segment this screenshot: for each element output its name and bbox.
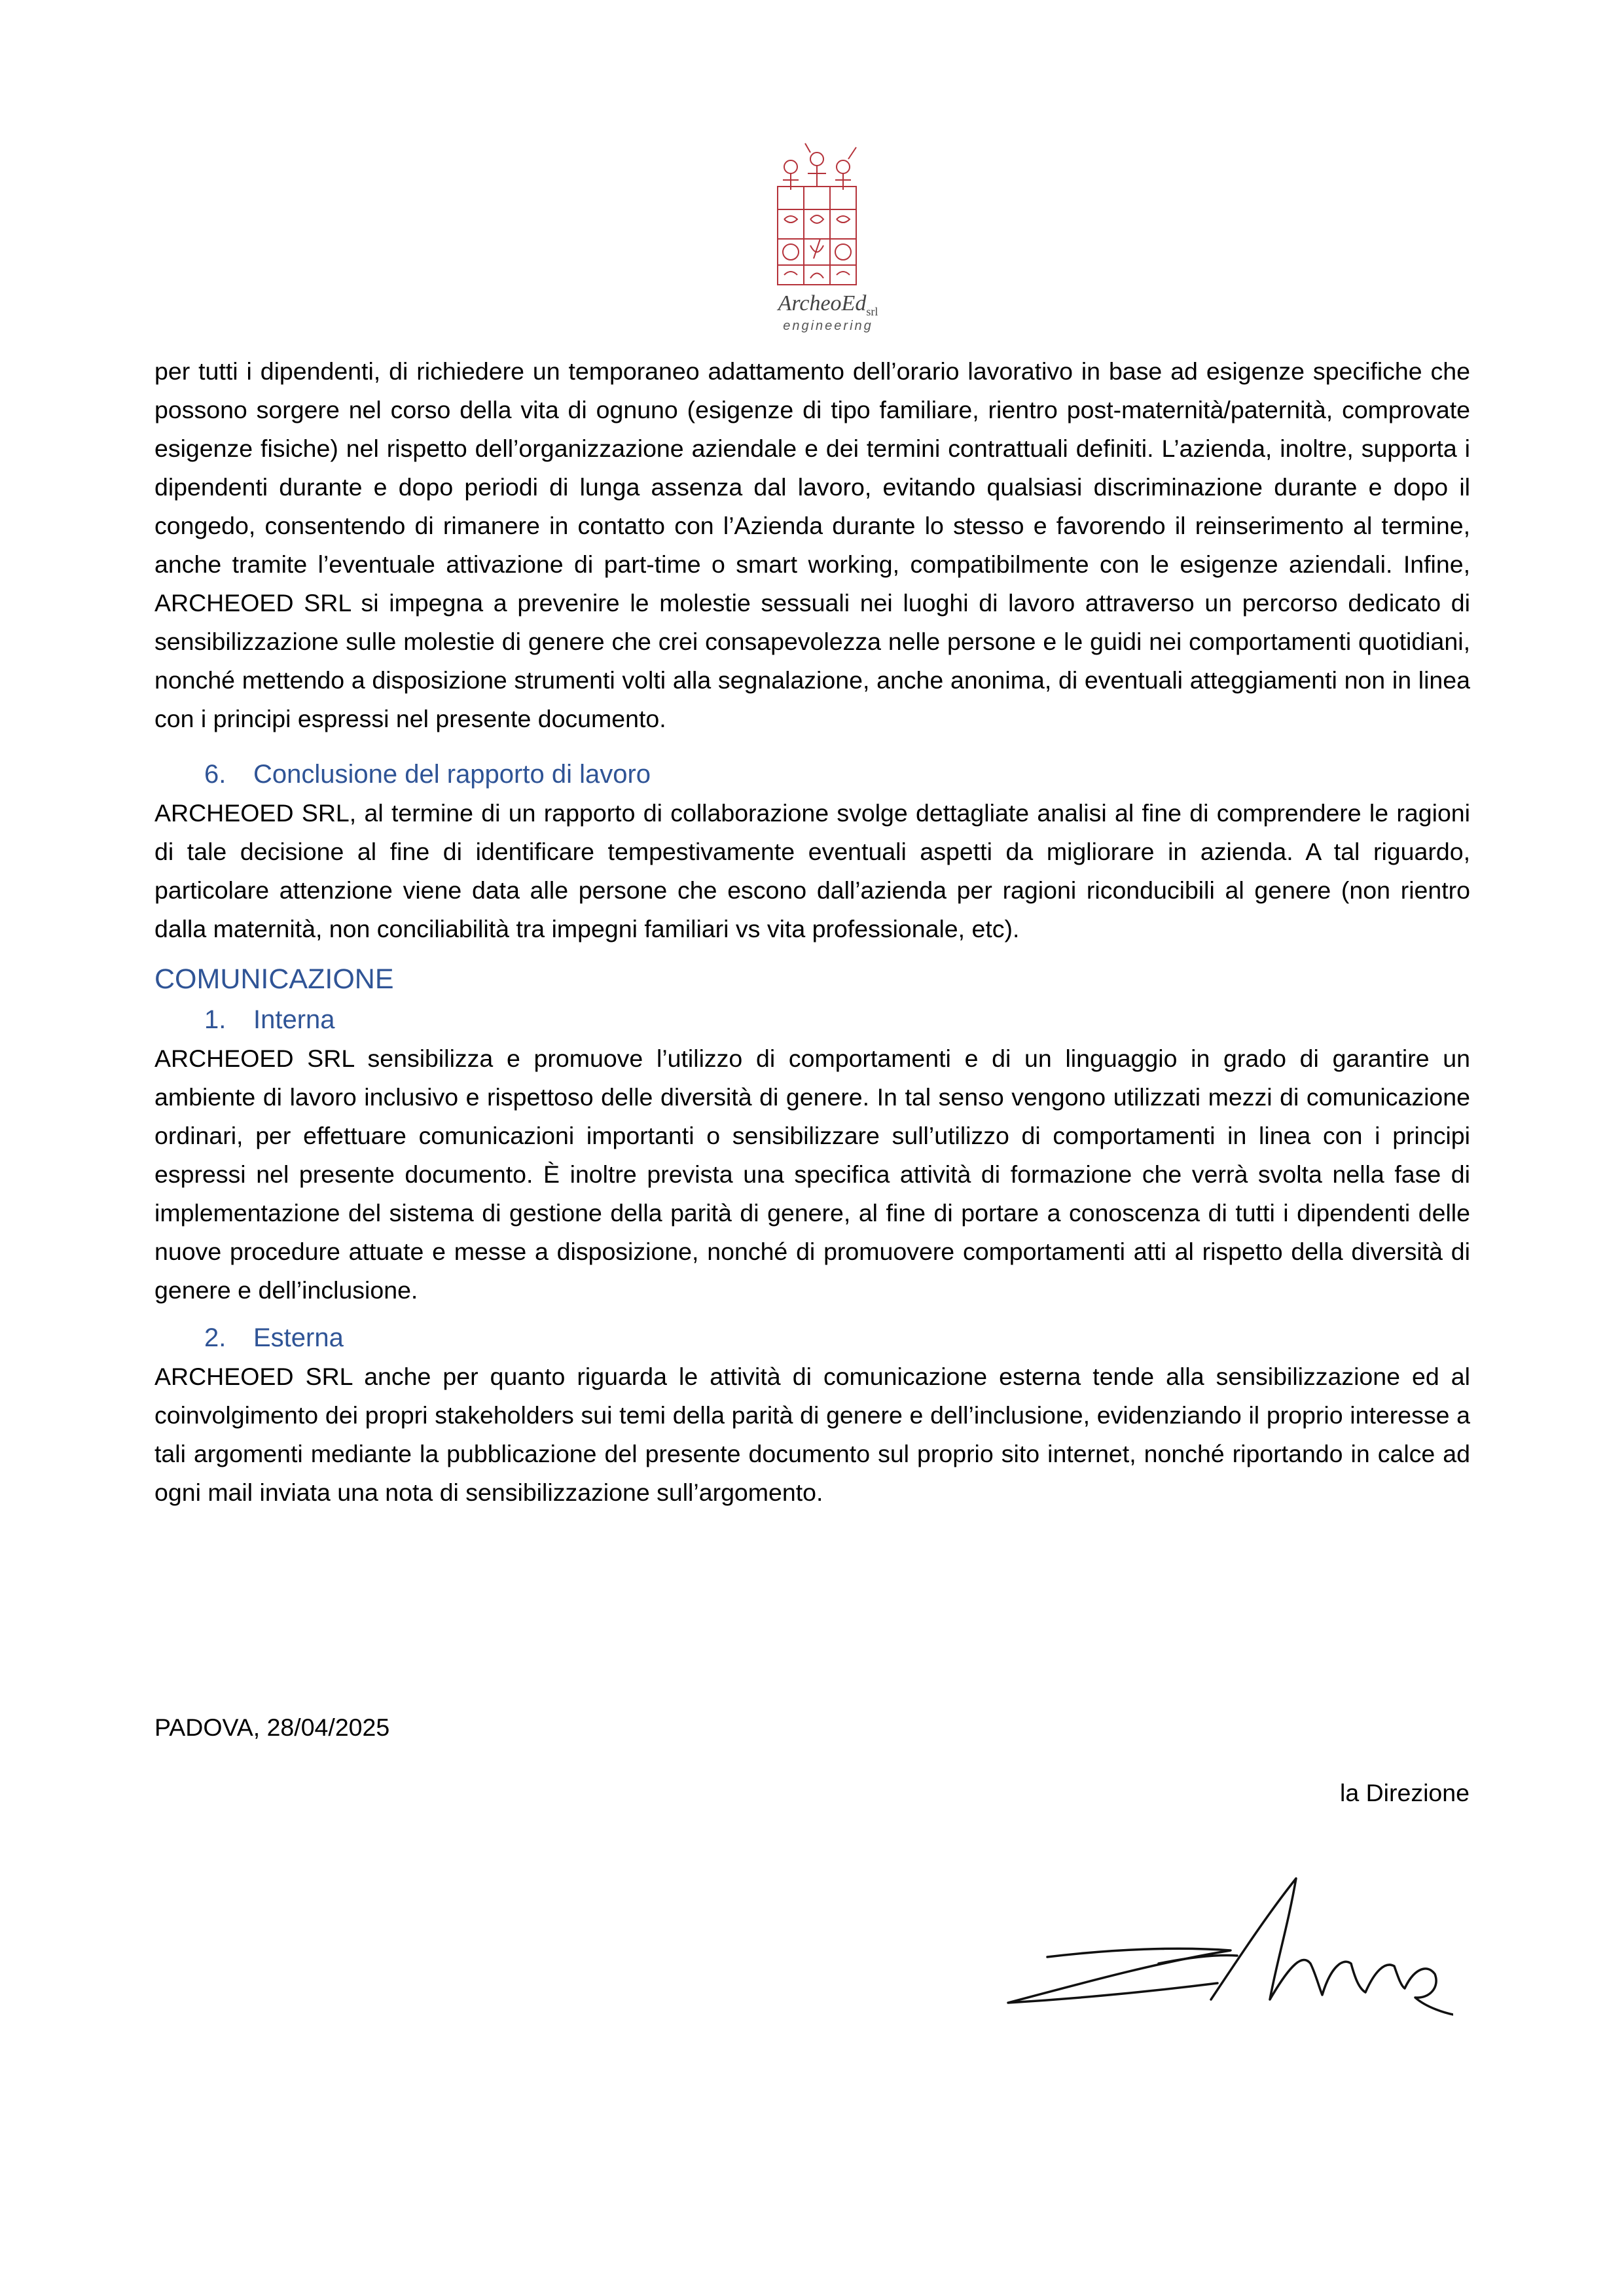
interna-number: 1.: [204, 1005, 226, 1034]
logo-emblem-icon: [765, 141, 869, 291]
esterna-number: 2.: [204, 1323, 226, 1352]
continuation-paragraph: per tutti i dipendenti, di richiedere un temporaneo adattamento dell’orario lavorativo in base ad esigenze specifiche che possono sorgere nel corso della vita di ognuno (esigenze di tipo familiare, rientro post-maternità/paternità, comprovate esigenze fisiche) nel rispetto dell’organizzazione aziendale e dei termini contrattuali definiti. L’azienda, inoltre, supporta i dipendenti durante e dopo periodi di lunga assenza dal lavoro, evitando qualsiasi discriminazione durante e dopo il congedo, consentendo di rimanere in contatto con l’Azienda durante lo stesso e favorendo il reinserimento al termine, anche tramite l’eventuale attivazione di part-time o smart working, compatibilmente con le esigenze aziendali. Infine, ARCHEOED SRL si impegna a prevenire le molestie sessuali nei luoghi di lavoro attraverso un percorso dedicato di sensibilizzazione sulle molestie di genere che crei consapevolezza nelle persone e le guidi nei comportamenti quotidiani, nonché mettendo a disposizione strumenti volti alla segnalazione, anche anonima, di eventuali atteggiamenti non in linea con i principi espressi nel presente documento.: [154, 357, 1470, 732]
section-6-title: Conclusione del rapporto di lavoro: [253, 760, 651, 789]
company-logo: [753, 141, 916, 337]
interna-paragraph: ARCHEOED SRL sensibilizza e promuove l’utilizzo di comportamenti e di un linguaggio in grado di garantire un ambiente di lavoro inclusivo e rispettoso delle diversità di genere. In tal senso vengono utilizzati mezzi di comunicazione ordinari, per effettuare comunicazioni importanti o sensibilizzare sull’utilizzo di comportamenti in linea con i principi espressi nel presente documento. È inoltre prevista una specifica attività di formazione che verrà svolta nella fase di implementazione del sistema di gestione della parità di genere, al fine di portare a conoscenza di tutti i dipendenti delle nuove procedure attuate e messe a disposizione, nonché di promuovere comportamenti atti al rispetto della diversità di genere e dell’inclusione.: [154, 1045, 1470, 1304]
logo-wordmark: [753, 291, 903, 319]
interna-heading: [154, 1001, 1470, 1039]
esterna-paragraph: ARCHEOED SRL anche per quanto riguarda le attività di comunicazione esterna tende alla sensibilizzazione ed al coinvolgimento dei propri stakeholders sui temi della parità di genere e dell’inclusione, evidenziando il proprio interesse a tali argomenti mediante la pubblicazione del presente documento sul proprio sito internet, nonché riportando in calce ad ogni mail inviata una nota di sensibilizzazione sull’argomento.: [154, 1363, 1470, 1506]
logo-tagline: engineering: [783, 319, 873, 333]
esterna-title: Esterna: [253, 1323, 344, 1352]
signature-image: [995, 1859, 1453, 2036]
document-body: [154, 352, 1470, 1512]
section-6-paragraph: ARCHEOED SRL, al termine di un rapporto di collaborazione svolge dettagliate analisi al fine di comprendere le ragioni di tale decisione al fine di identificare tempestivamente eventuali aspetti da migliorare in azienda. A tal riguardo, particolare attenzione viene data alle persone che escono dall’azienda per ragioni riconducibili al genere (non rientro dalla maternità, non conciliabilità tra impegni familiari vs vita professionale, etc).: [154, 799, 1470, 942]
logo-suffix: srl: [866, 304, 878, 318]
interna-title: Interna: [253, 1005, 335, 1034]
logo-name-text: ArcheoEd: [778, 291, 867, 315]
signatory-label: la Direzione: [1339, 1779, 1470, 1806]
place-date: PADOVA, 28/04/2025: [154, 1713, 390, 1741]
section-6-heading: [154, 755, 1470, 794]
comunicazione-heading: COMUNICAZIONE: [154, 963, 394, 995]
esterna-heading: [154, 1319, 1470, 1357]
section-6-number: 6.: [204, 760, 226, 789]
